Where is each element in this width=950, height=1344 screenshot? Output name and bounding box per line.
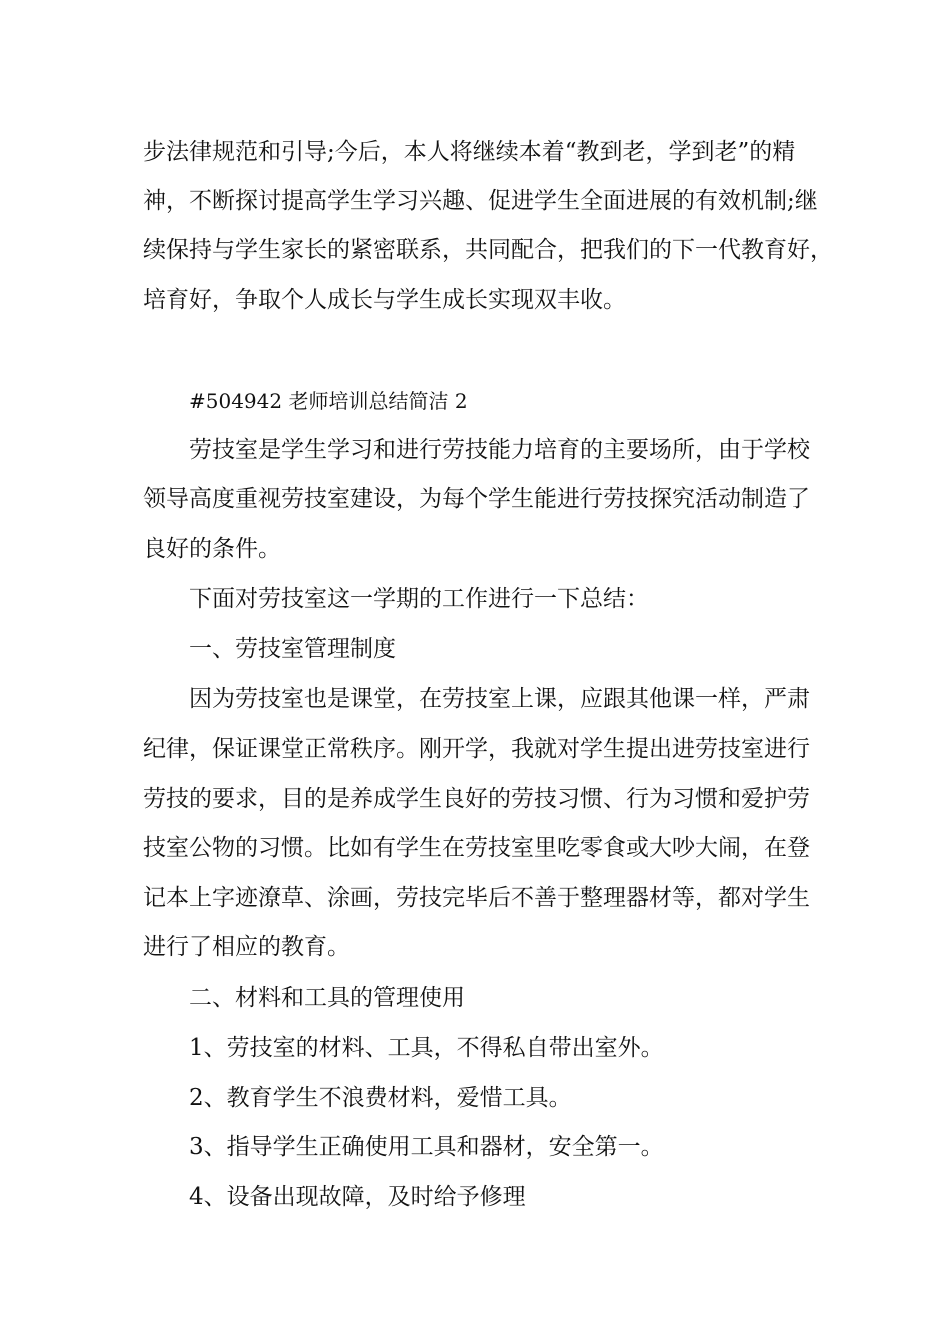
paragraph-line: 因为劳技室也是课堂，在劳技室上课，应跟其他课一样，严肃 — [189, 686, 810, 712]
paragraph-line: 良好的条件。 — [143, 536, 281, 562]
list-item: 4、设备出现故障，及时给予修理 — [189, 1184, 526, 1210]
intro-line: 续保持与学生家长的紧密联系，共同配合，把我们的下一代教育好， — [143, 237, 833, 263]
intro-line: 培育好，争取个人成长与学生成长实现双丰收。 — [143, 287, 626, 313]
paragraph-line: 下面对劳技室这一学期的工作进行一下总结： — [189, 586, 649, 612]
list-item: 2、教育学生不浪费材料，爱惜工具。 — [189, 1085, 572, 1111]
list-item: 3、指导学生正确使用工具和器材，安全第一。 — [189, 1134, 664, 1160]
paragraph-line: 劳技的要求，目的是养成学生良好的劳技习惯、行为习惯和爱护劳 — [143, 786, 810, 812]
paragraph-line: 记本上字迹潦草、涂画，劳技完毕后不善于整理器材等，都对学生 — [143, 885, 810, 911]
paragraph-line: 技室公物的习惯。比如有学生在劳技室里吃零食或大吵大闹，在登 — [143, 835, 810, 861]
paragraph-line: 纪律，保证课堂正常秩序。刚开学，我就对学生提出进劳技室进行 — [143, 736, 810, 762]
subheading: 一、劳技室管理制度 — [189, 636, 396, 662]
paragraph-line: 进行了相应的教育。 — [143, 934, 350, 960]
paragraph-line: 领导高度重视劳技室建设，为每个学生能进行劳技探究活动制造了 — [143, 486, 810, 512]
intro-line: 步法律规范和引导;今后，本人将继续本着“教到老，学到老”的精 — [143, 139, 796, 165]
list-item: 1、劳技室的材料、工具，不得私自带出室外。 — [189, 1035, 664, 1061]
paragraph-line: 劳技室是学生学习和进行劳技能力培育的主要场所，由于学校 — [189, 437, 810, 463]
section-heading: #504942 老师培训总结简洁 2 — [189, 389, 468, 413]
intro-line: 神，不断探讨提高学生学习兴趣、促进学生全面进展的有效机制;继 — [143, 188, 818, 214]
subheading: 二、材料和工具的管理使用 — [189, 985, 465, 1011]
